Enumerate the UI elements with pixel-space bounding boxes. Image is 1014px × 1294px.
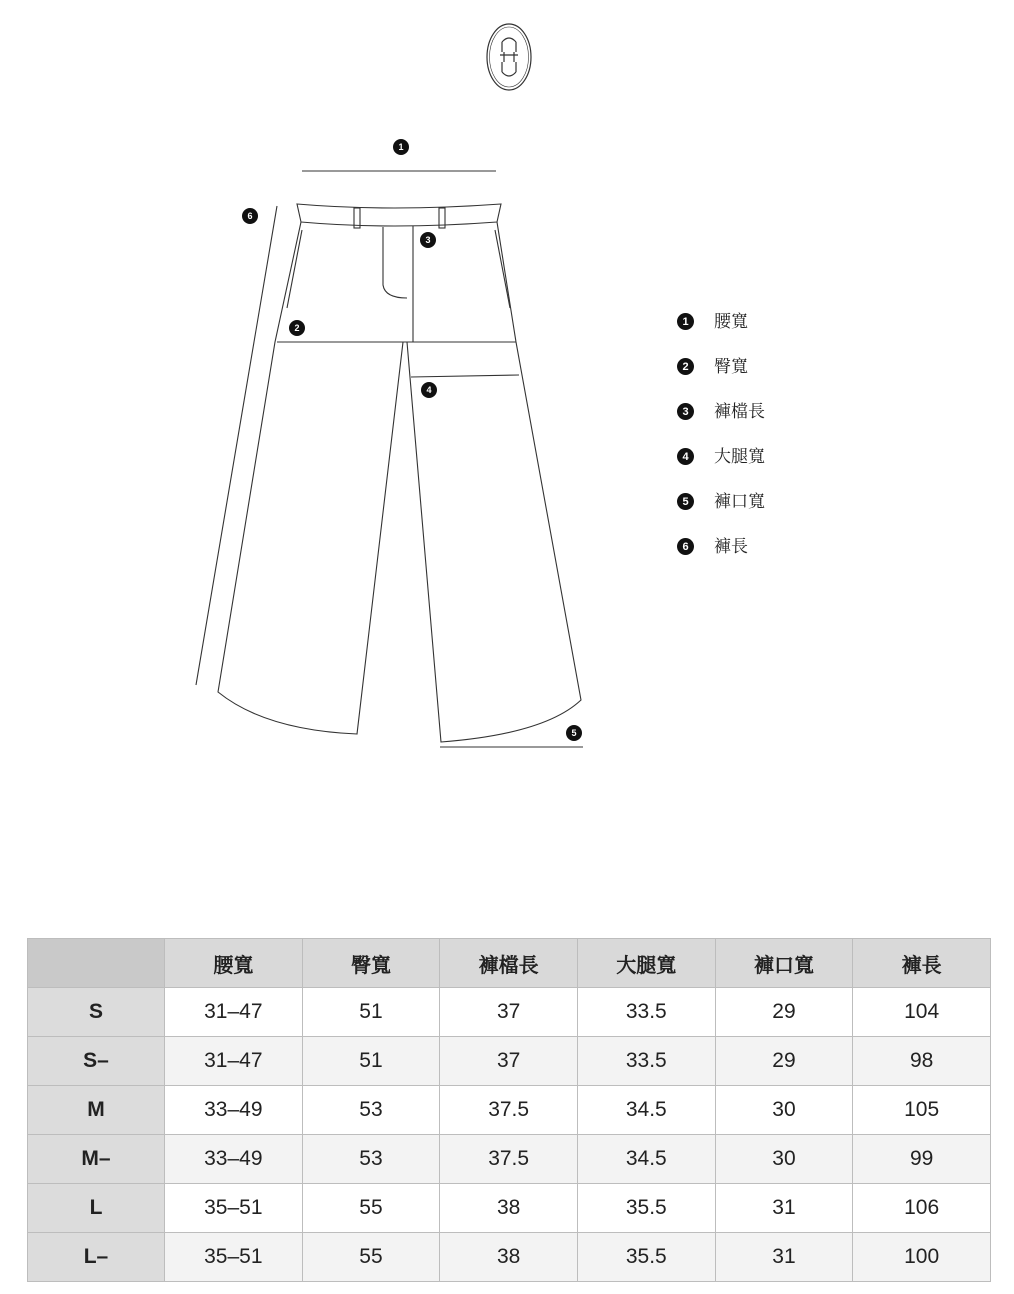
legend-number: 3: [677, 403, 694, 420]
legend-number: 6: [677, 538, 694, 555]
table-cell: 30: [715, 1135, 853, 1184]
table-row: [28, 1233, 991, 1282]
table-cell: 55: [302, 1184, 440, 1233]
table-cell: 104: [853, 988, 991, 1037]
svg-text:5: 5: [571, 728, 577, 738]
legend-label: 褲檔長: [714, 402, 765, 422]
table-cell: 33–49: [165, 1086, 303, 1135]
legend-number: 1: [677, 313, 694, 330]
table-cell: 31: [715, 1184, 853, 1233]
table-cell: 105: [853, 1086, 991, 1135]
table-cell: 30: [715, 1086, 853, 1135]
table-cell: 35–51: [165, 1184, 303, 1233]
legend-number: 5: [677, 493, 694, 510]
legend-number: 2: [677, 358, 694, 375]
marker-3: [420, 232, 436, 248]
legend-item: [677, 401, 765, 446]
marker-6: [242, 208, 258, 224]
right-leg-outline: [407, 222, 581, 742]
table-cell: 29: [715, 1037, 853, 1086]
table-row: [28, 1037, 991, 1086]
table-cell: 37: [440, 988, 578, 1037]
header-thigh: 大腿寬: [577, 939, 715, 988]
table-row: [28, 1086, 991, 1135]
right-pocket: [495, 230, 510, 308]
marker-2: [289, 320, 305, 336]
fly-curve: [383, 227, 407, 298]
brand-logo: [484, 22, 534, 92]
legend-label: 大腿寬: [714, 447, 765, 467]
waistband: [297, 204, 501, 226]
header-hem: 褲口寬: [715, 939, 853, 988]
header-length: 褲長: [853, 939, 991, 988]
header-corner: [28, 939, 165, 988]
svg-text:4: 4: [426, 385, 432, 395]
table-cell: 31: [715, 1233, 853, 1282]
header-hip: 臀寬: [302, 939, 440, 988]
svg-text:3: 3: [425, 235, 431, 245]
table-cell: 100: [853, 1233, 991, 1282]
size-label: L–: [28, 1233, 165, 1282]
svg-text:2: 2: [294, 323, 300, 333]
length-measure-line: [196, 206, 277, 685]
table-cell: 37.5: [440, 1086, 578, 1135]
left-leg-outline: [218, 222, 403, 734]
size-label: M: [28, 1086, 165, 1135]
legend-item: [677, 446, 765, 491]
table-cell: 35.5: [577, 1233, 715, 1282]
table-cell: 34.5: [577, 1086, 715, 1135]
legend-number: 4: [677, 448, 694, 465]
table-cell: 99: [853, 1135, 991, 1184]
legend-item: [677, 356, 765, 401]
table-row: [28, 988, 991, 1037]
header-waist: 腰寬: [165, 939, 303, 988]
size-label: S–: [28, 1037, 165, 1086]
pants-diagram: [185, 130, 605, 760]
table-cell: 51: [302, 1037, 440, 1086]
table-cell: 37: [440, 1037, 578, 1086]
legend-item: [677, 536, 765, 581]
table-header-row: [28, 939, 991, 988]
legend-label: 臀寬: [714, 357, 748, 377]
svg-text:6: 6: [247, 211, 253, 221]
measurement-legend: [677, 311, 765, 581]
legend-item: [677, 491, 765, 536]
table-cell: 34.5: [577, 1135, 715, 1184]
size-label: L: [28, 1184, 165, 1233]
table-cell: 38: [440, 1184, 578, 1233]
table-cell: 35.5: [577, 1184, 715, 1233]
legend-item: [677, 311, 765, 356]
size-label: M–: [28, 1135, 165, 1184]
svg-text:1: 1: [398, 142, 404, 152]
left-pocket: [287, 230, 302, 308]
header-rise: 褲檔長: [440, 939, 578, 988]
legend-label: 褲長: [714, 537, 748, 557]
table-cell: 33–49: [165, 1135, 303, 1184]
table-cell: 51: [302, 988, 440, 1037]
legend-label: 褲口寬: [714, 492, 765, 512]
table-cell: 106: [853, 1184, 991, 1233]
table-cell: 33.5: [577, 1037, 715, 1086]
table-cell: 53: [302, 1086, 440, 1135]
table-cell: 37.5: [440, 1135, 578, 1184]
thigh-measure-line: [411, 375, 519, 377]
table-cell: 31–47: [165, 1037, 303, 1086]
legend-label: 腰寬: [714, 312, 748, 332]
size-label: S: [28, 988, 165, 1037]
marker-1: [393, 139, 409, 155]
table-row: [28, 1184, 991, 1233]
marker-4: [421, 382, 437, 398]
table-cell: 38: [440, 1233, 578, 1282]
table-row: [28, 1135, 991, 1184]
marker-5: [566, 725, 582, 741]
table-cell: 29: [715, 988, 853, 1037]
table-cell: 35–51: [165, 1233, 303, 1282]
table-cell: 31–47: [165, 988, 303, 1037]
table-cell: 98: [853, 1037, 991, 1086]
table-cell: 33.5: [577, 988, 715, 1037]
table-cell: 55: [302, 1233, 440, 1282]
size-chart-table: [27, 938, 991, 1282]
table-cell: 53: [302, 1135, 440, 1184]
